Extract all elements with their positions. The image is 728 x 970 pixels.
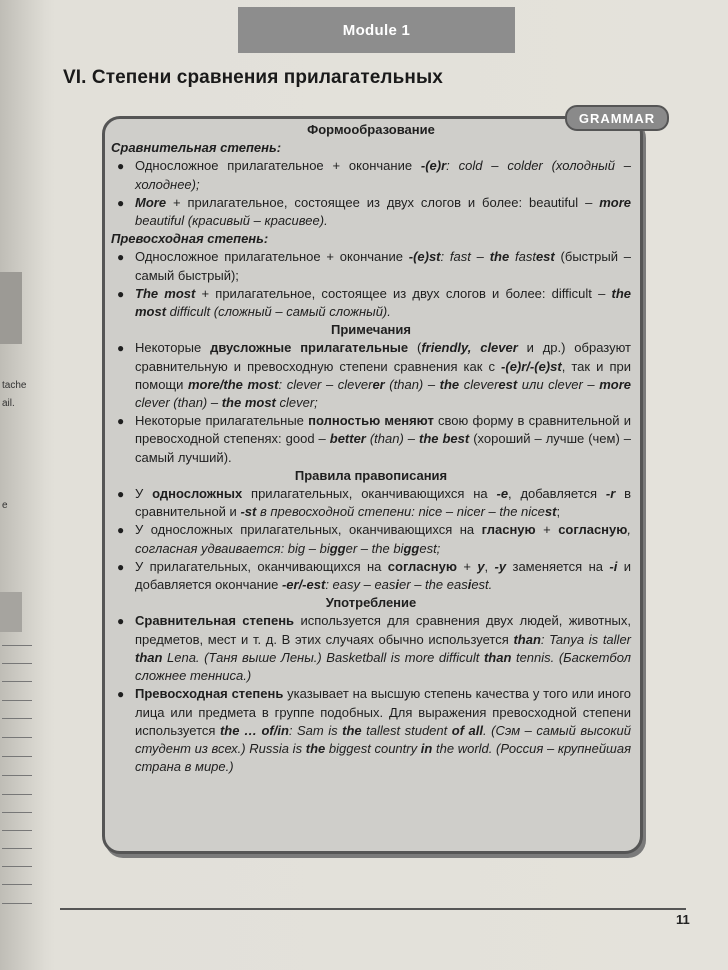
module-tab [238, 7, 515, 53]
grammar-badge-label: GRAMMAR [578, 110, 656, 126]
margin-band [0, 272, 22, 344]
list-item: ● Превосходная степень указывает на высшую степень качества у того или иного лица или предмета в группе подобных. Для выражения превосходной степени используется the … of/in: Sam is the tallest student of all. (Сэм – самый высокий студент из всех.) Russia is the biggest country in the world. (Россия – крупнейшая страна в мире.) [117, 686, 632, 775]
left-margin-adjacent-page [0, 0, 44, 970]
list-item: ● Некоторые прилагательные полностью меняют свою форму в сравнительной и превосходной степенях: good – better (than) – the best (хороший – лучше (чем) – самый лучший). [117, 413, 632, 465]
heading-notes: Примечания [330, 322, 411, 338]
list-item: ● Односложное прилагательное + окончание -(e)st: fast – the fastest (быстрый – самый быстрый); [117, 249, 631, 283]
grammar-content [111, 121, 631, 776]
margin-band [0, 592, 22, 632]
list-item: ● У односложных прилагательных, оканчивающихся на гласную + согласную, согласная удваивается: big – bigger – the biggest; [117, 522, 631, 556]
list-item: ● Сравнительная степень используется для сравнения двух людей, животных, предметов, мест и т. д. В этих случаях обычно используется than: Tanya is taller than Lena. (Таня выше Лены.) Basketball is more difficult than tennis. (Баскетбол сложнее тенниса.) [117, 613, 631, 684]
heading-formation: Формообразование [307, 122, 435, 137]
margin-fragment: tache [2, 380, 27, 391]
list-item: ● More + прилагательное, состоящее из двух слогов и более: beautiful – more beautiful (красивый – красивее). [117, 194, 631, 229]
subheading-superlative: Превосходная степень: [111, 231, 269, 247]
grammar-badge [565, 105, 669, 131]
list-item: ● У прилагательных, оканчивающихся на согласную + y, -y заменяется на -i и добавляется окончание -er/-est: easy – easier – the easiest. [117, 558, 631, 593]
page-number: 11 [676, 912, 690, 927]
list-item: ● The most + прилагательное, состоящее из двух слогов и более: difficult – the most difficult (сложный – самый сложный). [117, 285, 631, 320]
module-label: Module 1 [342, 21, 411, 39]
list-item: ● Некоторые двусложные прилагательные (friendly, clever и др.) образуют сравнительную и превосходную степени сравнения как с -(e)r/-(e)st, так и при помощи more/the most: clever – cleverer (than) – the cleverest или clever – more clever (than) – the most clever; [117, 340, 632, 411]
footer-rule [60, 908, 686, 910]
subheading-comparative: Сравнительная степень: [111, 140, 282, 156]
section-title: VI. Степени сравнения прилагательных [63, 67, 443, 88]
heading-spelling: Правила правописания [294, 467, 448, 483]
list-item: ● У односложных прилагательных, оканчивающихся на -e, добавляется -r в сравнительной и -st в превосходной степени: nice – nicer – the nicest; [117, 486, 631, 520]
margin-fragment: e [2, 500, 8, 511]
margin-fragment: ail. [2, 398, 15, 409]
heading-usage: Употребление [325, 595, 417, 611]
list-item: ● Односложное прилагательное + окончание -(e)r: cold – colder (холодный – холоднее); [117, 158, 631, 192]
